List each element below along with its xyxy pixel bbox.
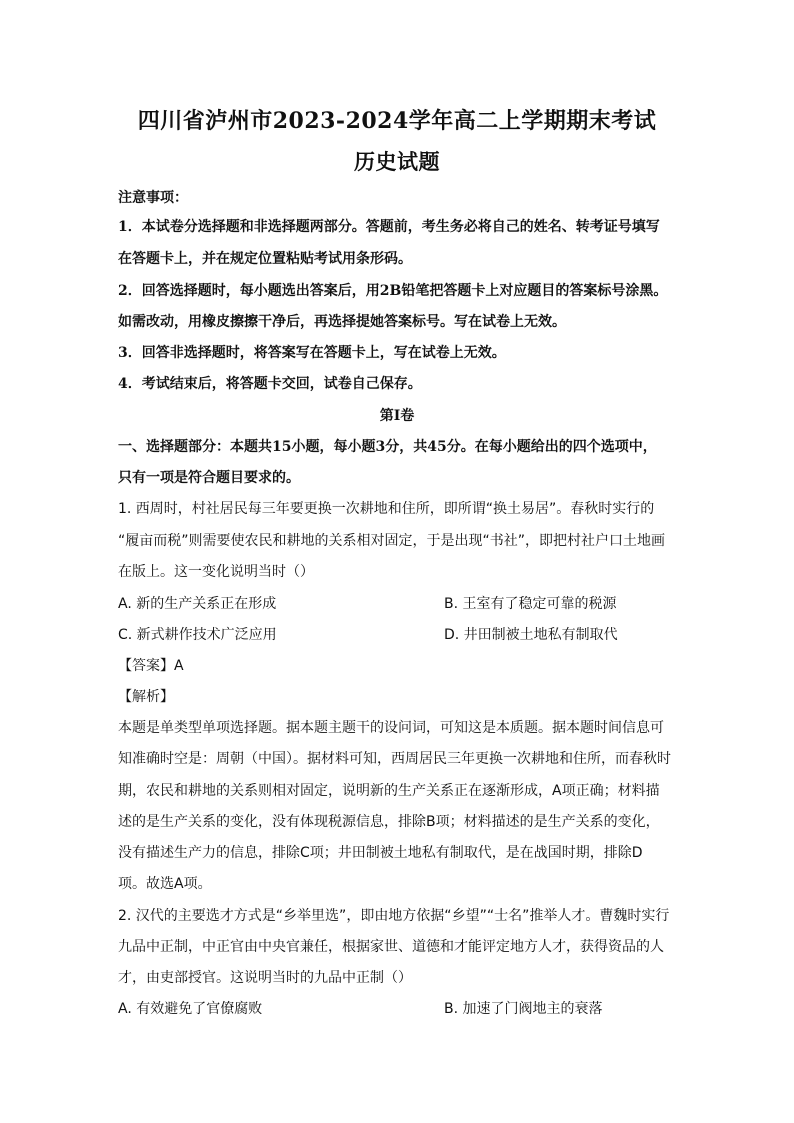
question-1-analysis: 知准确时空是：周朝（中国）。据材料可知，西周居民三年更换一次耕地和住所，而春秋时 bbox=[118, 751, 671, 767]
document-title: 四川省泸州市2023-2024学年高二上学期期末考试 bbox=[137, 108, 657, 134]
notice-line: 3．回答非选择题时，将答案写在答题卡上，写在试卷上无效。 bbox=[118, 345, 506, 361]
question-1-analysis: 述的是生产关系的变化，没有体现税源信息，排除B项；材料描述的是生产关系的变化， bbox=[118, 814, 660, 830]
question-2-text: 2. 汉代的主要选才方式是“乡举里选”，即由地方依据“乡望”“士名”推举人才。曹魏时实行 bbox=[118, 908, 670, 924]
section-intro: 只有一项是符合题目要求的。 bbox=[118, 470, 300, 486]
question-2-option-b: B. 加速了门阀地主的衰落 bbox=[444, 1001, 603, 1017]
question-2-text: 才，由吏部授官。这说明当时的九品中正制（） bbox=[118, 970, 412, 986]
question-1-option-a: A. 新的生产关系正在形成 bbox=[118, 596, 277, 612]
question-1-analysis-heading: 【解析】 bbox=[118, 689, 174, 705]
question-1-text: “履亩而税”则需要使农民和耕地的关系相对固定，于是出现“书社”，即把村社户口土地画 bbox=[118, 533, 666, 549]
question-1-text: 1. 西周时，村社居民每三年要更换一次耕地和住所，即所谓“换土易居”。春秋时实行的 bbox=[118, 501, 655, 517]
notice-line: 1．本试卷分选择题和非选择题两部分。答题前，考生务必将自己的姓名、转考证号填写 bbox=[118, 219, 660, 235]
notice-heading: 注意事项： bbox=[118, 190, 188, 206]
document-subtitle: 历史试题 bbox=[354, 149, 440, 174]
question-1-option-b: B. 王室有了稳定可靠的税源 bbox=[444, 596, 617, 612]
question-1-analysis: 本题是单类型单项选择题。据本题主题干的设问词，可知这是本质题。据本题时间信息可 bbox=[118, 720, 664, 736]
notice-line: 2．回答选择题时，每小题选出答案后，用2B铅笔把答题卡上对应题目的答案标号涂黑。 bbox=[118, 283, 668, 299]
question-1-analysis: 没有描述生产力的信息，排除C项；井田制被土地私有制取代，是在战国时期，排除D bbox=[118, 845, 643, 861]
question-1-analysis: 期，农民和耕地的关系则相对固定，说明新的生产关系正在逐渐形成，A项正确；材料描 bbox=[118, 783, 660, 799]
notice-line: 如需改动，用橡皮擦擦干净后，再选择提她答案标号。写在试卷上无效。 bbox=[118, 314, 566, 330]
question-1-answer: 【答案】A bbox=[118, 658, 184, 674]
question-1-analysis: 项。故选A项。 bbox=[118, 876, 212, 892]
question-1-option-c: C. 新式耕作技术广泛应用 bbox=[118, 627, 277, 643]
notice-line: 4．考试结束后，将答题卡交回，试卷自己保存。 bbox=[118, 376, 422, 392]
question-1-text: 在版上。这一变化说明当时（） bbox=[118, 564, 314, 580]
question-2-option-a: A. 有效避免了官僚腐败 bbox=[118, 1001, 263, 1017]
section-intro: 一、选择题部分：本题共15小题，每小题3分，共45分。在每小题给出的四个选项中， bbox=[118, 439, 657, 455]
section-title: 第Ⅰ卷 bbox=[379, 408, 415, 424]
notice-line: 在答题卡上，并在规定位置粘贴考试用条形码。 bbox=[118, 251, 412, 267]
question-1-option-d: D. 井田制被土地私有制取代 bbox=[444, 627, 618, 643]
question-2-text: 九品中正制，中正官由中央官兼任，根据家世、道德和才能评定地方人才，获得资品的人 bbox=[118, 939, 664, 955]
